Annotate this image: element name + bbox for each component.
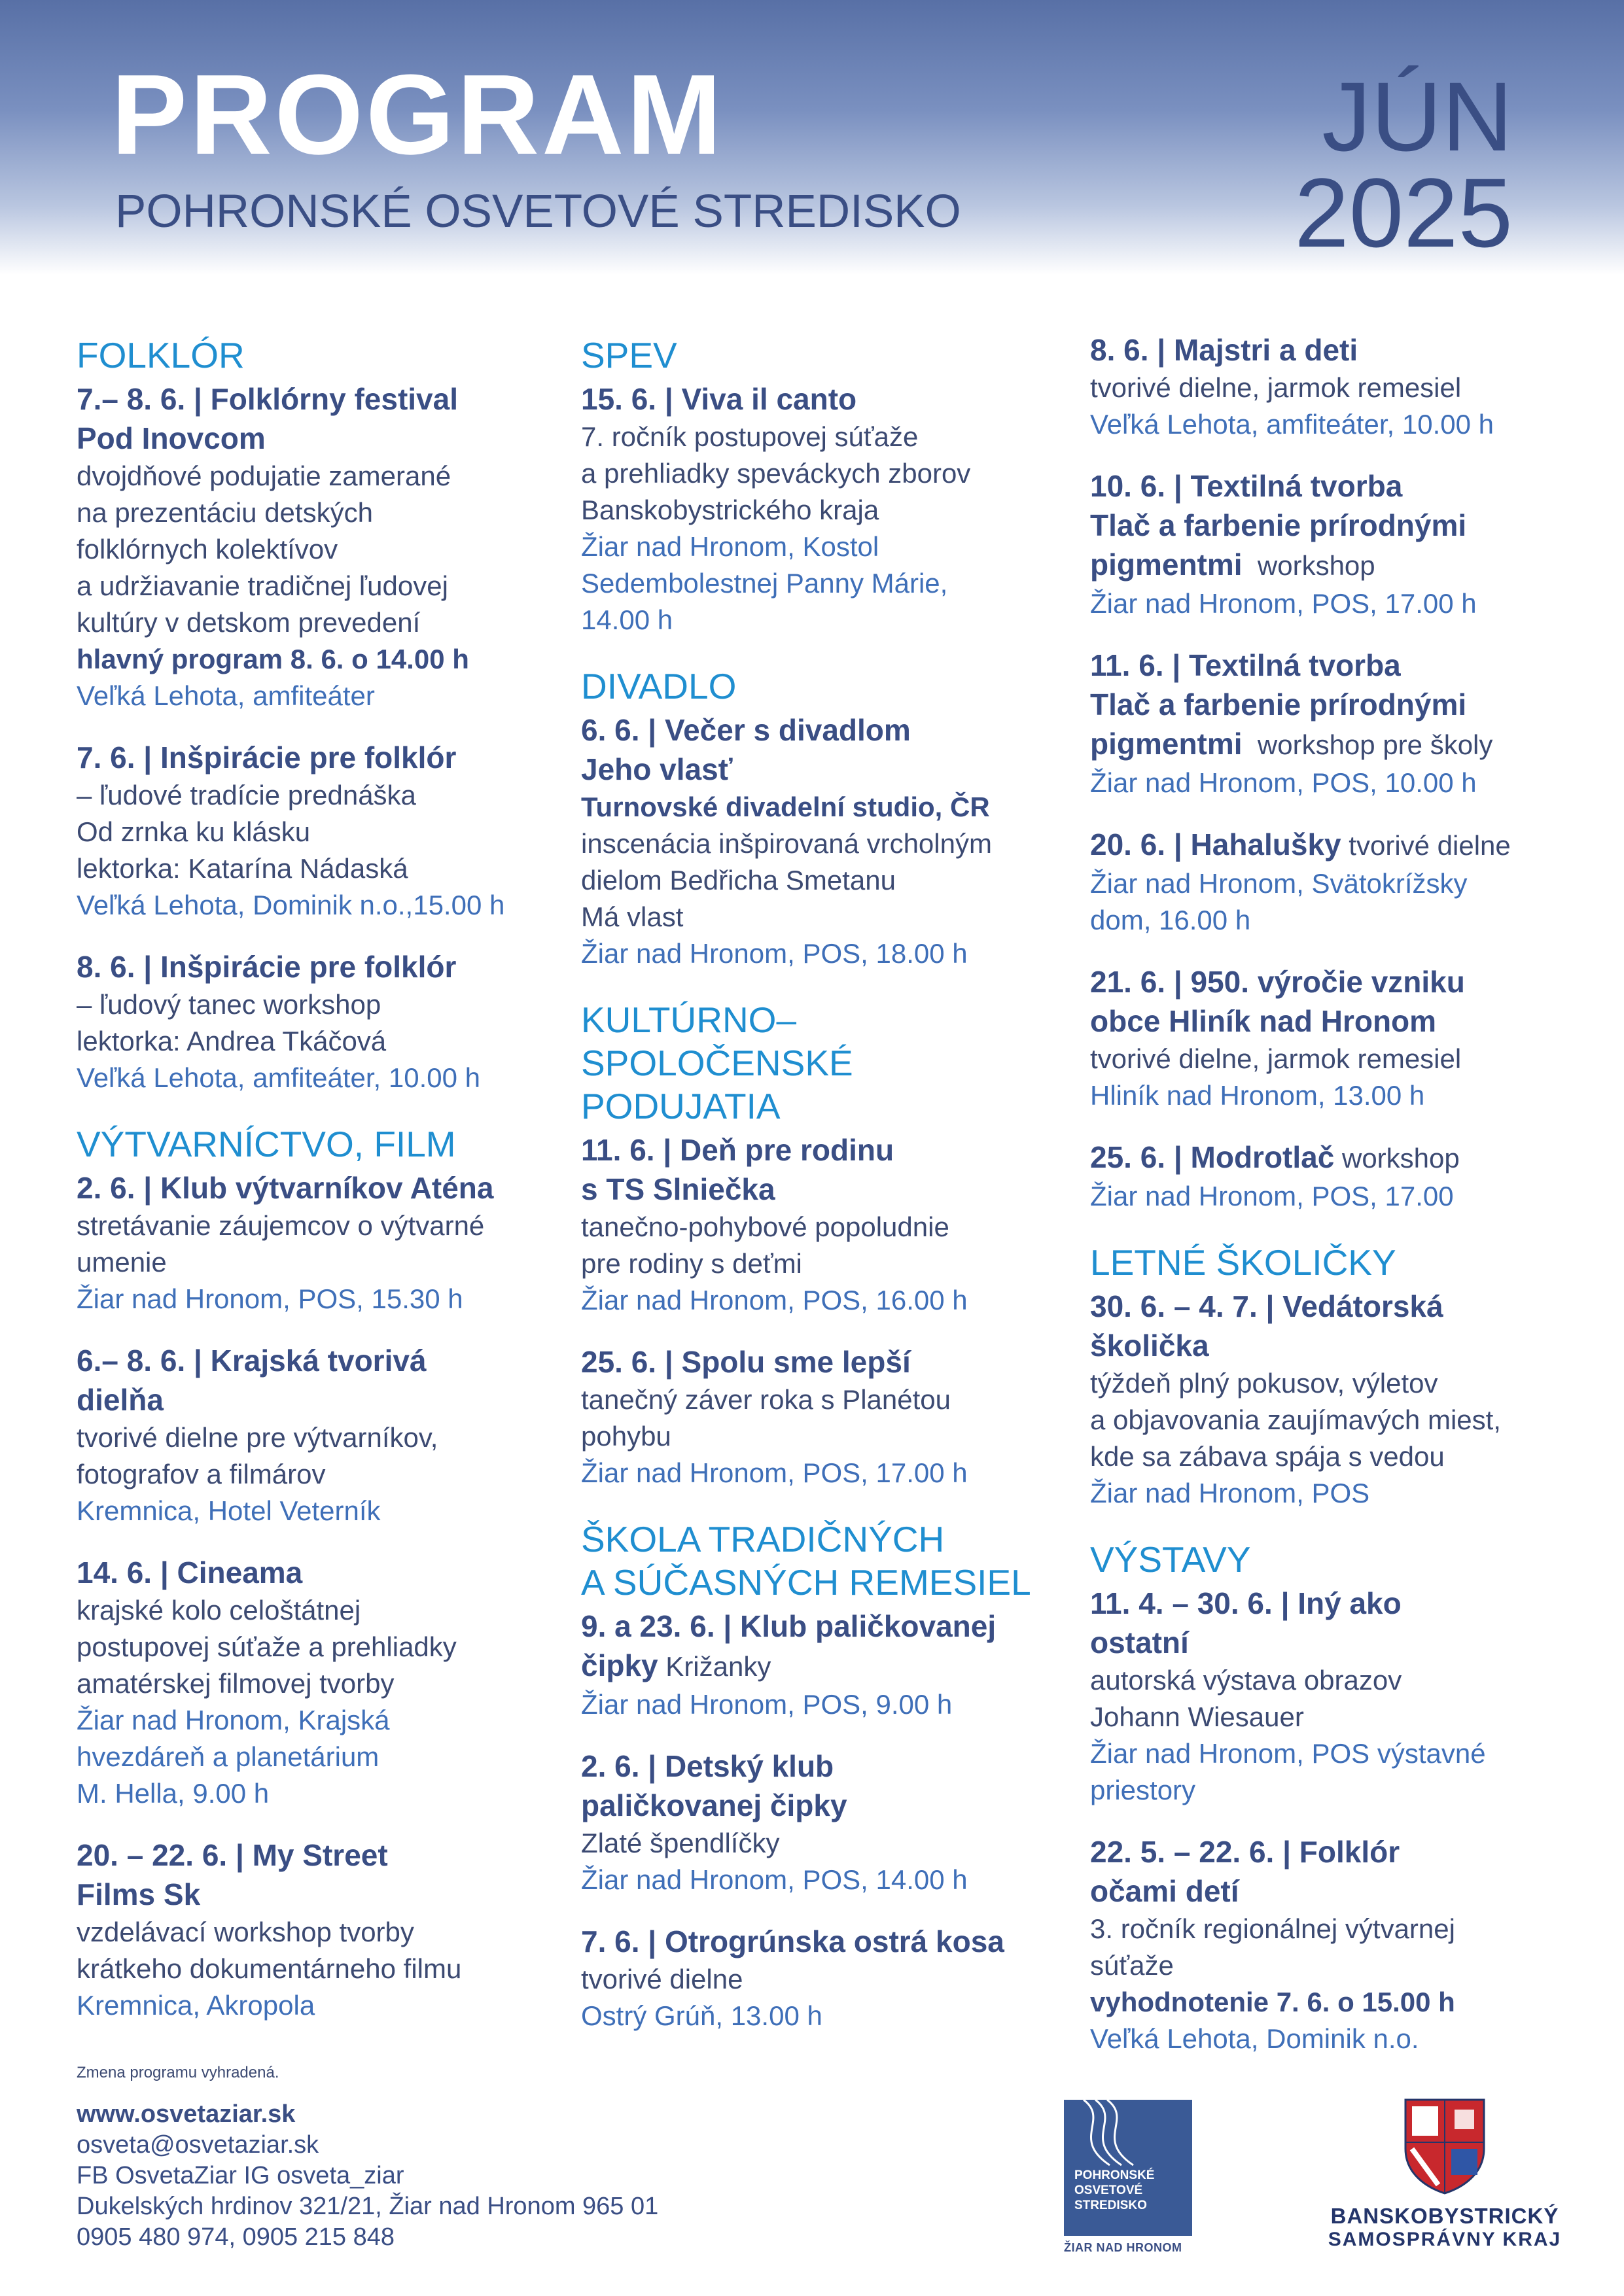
event-description: Zlaté špendlíčky [581, 1828, 780, 1858]
coat-of-arms-icon [1402, 2096, 1487, 2195]
event-title: dielňa [77, 1383, 164, 1417]
section-heading-line: KULTÚRNO–SPOLOČENSKÉ [581, 1000, 853, 1083]
event-title-line [1090, 545, 1561, 585]
event-item [581, 1747, 1052, 1898]
section-heading-kulturno [581, 998, 1052, 1128]
event-item [581, 1607, 1052, 1723]
event-place: Žiar nad Hronom, POS, 16.00 h [581, 1285, 968, 1315]
event-title: paličkovanej čipky [581, 1788, 847, 1822]
event-description: 3. ročník regionálnej výtvarnej [1090, 1913, 1455, 1944]
event-place: Žiar nad Hronom, POS, 17.00 [1090, 1181, 1454, 1211]
disclaimer-note: Zmena programu vyhradená. [77, 2064, 279, 2081]
event-item [581, 1922, 1052, 2034]
section-heading-line: A SÚČASNÝCH REMESIEL [581, 1562, 1031, 1603]
event-place: 14.00 h [581, 604, 673, 635]
event-title: ostatní [1090, 1626, 1189, 1660]
event-title: s TS Slniečka [581, 1172, 775, 1206]
event-place: Sedembolestnej Panny Márie, [581, 568, 948, 599]
event-title: 8. 6. | Inšpirácie pre folklór [77, 950, 457, 984]
event-place: Ostrý Grúň, 13.00 h [581, 2000, 822, 2031]
event-title: Tlač a farbenie prírodnými [1090, 687, 1467, 722]
column-middle [581, 334, 1052, 2058]
event-highlight: vyhodnotenie 7. 6. o 15.00 h [1090, 1987, 1455, 2017]
event-item [1090, 962, 1561, 1114]
event-place: Veľká Lehota, Dominik n.o. [1090, 2023, 1419, 2054]
event-item [1090, 1287, 1561, 1512]
event-description: tvorivé dielne, jarmok remesiel [1090, 372, 1462, 403]
event-item [1090, 825, 1561, 939]
event-item [1090, 646, 1561, 801]
event-title: 2. 6. | Detský klub [581, 1749, 834, 1783]
event-place: Kremnica, Akropola [77, 1990, 315, 2021]
event-item [1090, 1138, 1561, 1215]
event-title: 11. 6. | Textilná tvorba [1090, 648, 1401, 682]
event-title-part: pigmentmi [1090, 548, 1243, 582]
page-title: PROGRAM [111, 50, 724, 178]
pos-logo-line: STREDISKO [1074, 2199, 1147, 2212]
pos-logo-line: OSVETOVÉ [1074, 2183, 1143, 2197]
event-title-inline-desc: workshop [1334, 1143, 1460, 1174]
event-item [77, 1168, 535, 1317]
event-title: 7. 6. | Inšpirácie pre folklór [77, 740, 457, 774]
event-title-inline-desc: Križanky [658, 1651, 771, 1682]
event-description: autorská výstava obrazov [1090, 1665, 1402, 1696]
event-place: Veľká Lehota, Dominik n.o.,15.00 h [77, 890, 505, 920]
event-description: tanečno-pohybové popoludnie [581, 1211, 949, 1242]
section-heading-line: PODUJATIA [581, 1086, 781, 1126]
event-item [581, 710, 1052, 972]
event-description: dvojdňové podujatie zamerané [77, 461, 451, 491]
event-item [1090, 1832, 1561, 2057]
event-place: Žiar nad Hronom, Svätokrížsky [1090, 868, 1468, 899]
event-description: inscenácia inšpirovaná vrcholným [581, 828, 992, 859]
event-item [1090, 466, 1561, 622]
pos-logo [1064, 2100, 1195, 2257]
event-title: 9. a 23. 6. | Klub paličkovanej [581, 1609, 997, 1643]
event-title-line [1090, 724, 1561, 765]
event-description: a objavovania zaujímavých miest, [1090, 1404, 1501, 1435]
event-description: tvorivé dielne, jarmok remesiel [1090, 1043, 1462, 1074]
event-item [77, 1835, 535, 2024]
event-description: tvorivé dielne [581, 1964, 743, 1994]
event-description: kultúry v detskom prevedení [77, 607, 421, 638]
event-description: pohybu [581, 1421, 671, 1452]
event-place: Žiar nad Hronom, POS, 10.00 h [1090, 767, 1477, 798]
event-place: Žiar nad Hronom, POS, 9.00 h [581, 1689, 953, 1720]
event-title-part: 20. 6. | Hahalušky [1090, 827, 1341, 861]
social-handles: FB OsvetaZiar IG osveta_ziar [77, 2162, 404, 2189]
event-title: Pod Inovcom [77, 421, 266, 455]
event-description: tanečný záver roka s Planétou [581, 1384, 951, 1415]
event-item [77, 379, 535, 714]
event-title-inline-desc: workshop pre školy [1242, 729, 1493, 760]
phone-numbers: 0905 480 974, 0905 215 848 [77, 2223, 395, 2251]
column-left [77, 334, 535, 2047]
event-place: Hliník nad Hronom, 13.00 h [1090, 1080, 1425, 1111]
event-highlight: Turnovské divadelní studio, ČR [581, 791, 990, 822]
event-place: M. Hella, 9.00 h [77, 1778, 270, 1809]
header-banner [0, 0, 1624, 275]
section-heading-divadlo: DIVADLO [581, 666, 737, 706]
event-title: 2. 6. | Klub výtvarníkov Aténa [77, 1171, 494, 1205]
event-title: 21. 6. | 950. výročie vzniku [1090, 965, 1465, 999]
event-title: Films Sk [77, 1877, 201, 1911]
event-description: umenie [77, 1247, 167, 1278]
event-place: Žiar nad Hronom, POS, 18.00 h [581, 938, 968, 969]
section-heading-vystavy: VÝSTAVY [1090, 1539, 1251, 1580]
event-description: tvorivé dielne pre výtvarníkov, [77, 1422, 438, 1453]
event-place: Veľká Lehota, amfiteáter, 10.00 h [1090, 409, 1494, 440]
event-item [581, 379, 1052, 638]
event-place: hvezdáreň a planetárium [77, 1741, 380, 1772]
event-title: 7. 6. | Otrogrúnska ostrá kosa [581, 1924, 1004, 1958]
event-description: postupovej súťaže a prehliadky [77, 1631, 457, 1662]
pos-logo-text [1074, 2168, 1154, 2213]
event-description: lektorka: Andrea Tkáčová [77, 1026, 387, 1056]
event-title: Jeho vlasť [581, 752, 733, 786]
event-place: Veľká Lehota, amfiteáter, 10.00 h [77, 1062, 481, 1093]
event-description: Johann Wiesauer [1090, 1701, 1304, 1732]
event-item [1090, 330, 1561, 443]
website-link[interactable]: www.osvetaziar.sk [77, 2100, 296, 2128]
event-title-part: 25. 6. | Modrotlač [1090, 1140, 1335, 1174]
event-title: 14. 6. | Cineama [77, 1556, 303, 1590]
event-description: a prehliadky speváckych zborov [581, 458, 971, 489]
event-place: Žiar nad Hronom, Krajská [77, 1705, 390, 1735]
event-description: – ľudový tanec workshop [77, 989, 381, 1020]
event-description: dielom Bedřicha Smetanu [581, 865, 896, 896]
event-title: 11. 4. – 30. 6. | Iný ako [1090, 1586, 1402, 1620]
organization-name: POHRONSKÉ OSVETOVÉ STREDISKO [115, 186, 961, 237]
event-place: Žiar nad Hronom, Kostol [581, 531, 879, 562]
event-item [77, 1553, 535, 1812]
event-title-part: pigmentmi [1090, 727, 1243, 761]
bbsk-name-line1: BANSKOBYSTRICKÝ [1330, 2204, 1559, 2228]
event-title-line [1090, 1138, 1561, 1178]
event-place: Žiar nad Hronom, POS výstavné [1090, 1738, 1486, 1769]
event-highlight: hlavný program 8. 6. o 14.00 h [77, 644, 469, 674]
event-title-line [581, 1646, 1052, 1686]
event-item [1090, 1584, 1561, 1809]
section-heading-line: ŠKOLA TRADIČNÝCH [581, 1519, 945, 1559]
event-title: Tlač a farbenie prírodnými [1090, 508, 1467, 542]
event-title: 8. 6. | Majstri a deti [1090, 333, 1358, 367]
event-item [77, 947, 535, 1096]
event-description: stretávanie záujemcov o výtvarné [77, 1210, 485, 1241]
event-place: Žiar nad Hronom, POS [1090, 1478, 1370, 1508]
event-description: krajské kolo celoštátnej [77, 1595, 361, 1626]
event-description: amatérskej filmovej tvorby [77, 1668, 395, 1699]
section-heading-spev: SPEV [581, 335, 677, 375]
event-title-part: čipky [581, 1648, 658, 1682]
event-title: školička [1090, 1329, 1209, 1363]
section-heading-letne-skolicky: LETNÉ ŠKOLIČKY [1090, 1242, 1396, 1283]
event-title: 6.– 8. 6. | Krajská tvorivá [77, 1344, 427, 1378]
event-description: – ľudové tradície prednáška [77, 780, 416, 810]
event-place: Kremnica, Hotel Veterník [77, 1495, 381, 1526]
email-link[interactable]: osveta@osvetaziar.sk [77, 2131, 319, 2159]
event-item [581, 1130, 1052, 1319]
event-place: Veľká Lehota, amfiteáter [77, 680, 375, 711]
event-place: Žiar nad Hronom, POS, 17.00 h [1090, 588, 1477, 619]
event-description: Má vlast [581, 901, 684, 932]
postal-address: Dukelských hrdinov 321/21, Žiar nad Hronom 965 01 [77, 2193, 659, 2220]
pos-logo-mark [1064, 2100, 1192, 2236]
event-title: 20. – 22. 6. | My Street [77, 1838, 388, 1872]
event-description: súťaže [1090, 1950, 1174, 1981]
event-place: dom, 16.00 h [1090, 905, 1251, 935]
event-description: krátkeho dokumentárneho filmu [77, 1953, 462, 1984]
event-title: 10. 6. | Textilná tvorba [1090, 469, 1403, 503]
event-description: Banskobystrického kraja [581, 495, 879, 525]
event-title-inline-desc: tvorivé dielne [1341, 830, 1511, 861]
event-title-inline-desc: workshop [1242, 550, 1375, 581]
event-title: 7.– 8. 6. | Folklórny festival [77, 382, 458, 416]
event-place: Žiar nad Hronom, POS, 17.00 h [581, 1457, 968, 1488]
footer-contact [77, 2064, 862, 2253]
event-description: lektorka: Katarína Nádaská [77, 853, 408, 884]
program-date [1294, 61, 1513, 268]
event-description: fotografov a filmárov [77, 1459, 326, 1489]
event-place: priestory [1090, 1775, 1196, 1805]
event-description: pre rodiny s deťmi [581, 1248, 802, 1279]
event-description: kde sa zábava spája s vedou [1090, 1441, 1445, 1472]
event-title: očami detí [1090, 1874, 1239, 1908]
section-heading-vytvarnictvo: VÝTVARNÍCTVO, FILM [77, 1124, 456, 1164]
year-label: 2025 [1294, 158, 1513, 268]
event-description: na prezentáciu detských [77, 497, 373, 528]
month-label: JÚN [1322, 61, 1513, 171]
section-heading-folklor: FOLKLÓR [77, 335, 245, 375]
event-title: 6. 6. | Večer s divadlom [581, 713, 911, 747]
bbsk-logo [1320, 2096, 1569, 2251]
event-description: Od zrnka ku klásku [77, 816, 311, 847]
column-right [1090, 330, 1561, 2081]
event-place: Žiar nad Hronom, POS, 15.30 h [77, 1283, 463, 1314]
event-item [77, 738, 535, 924]
event-description: vzdelávací workshop tvorby [77, 1917, 414, 1947]
pos-logo-caption: ŽIAR NAD HRONOM [1064, 2241, 1182, 2254]
event-title: 30. 6. – 4. 7. | Vedátorská [1090, 1289, 1443, 1323]
event-place: Žiar nad Hronom, POS, 14.00 h [581, 1864, 968, 1895]
event-description: folklórnych kolektívov [77, 534, 338, 565]
event-description: 7. ročník postupovej súťaže [581, 421, 919, 452]
event-title: 11. 6. | Deň pre rodinu [581, 1133, 894, 1167]
bbsk-name-line2: SAMOSPRÁVNY KRAJ [1328, 2229, 1562, 2250]
event-description: týždeň plný pokusov, výletov [1090, 1368, 1438, 1399]
event-item [77, 1341, 535, 1529]
event-item [581, 1342, 1052, 1491]
event-title-line [1090, 825, 1561, 865]
event-title: 15. 6. | Viva il canto [581, 382, 857, 416]
event-title: obce Hliník nad Hronom [1090, 1004, 1437, 1038]
pos-logo-line: POHRONSKÉ [1074, 2168, 1155, 2182]
event-description: a udržiavanie tradičnej ľudovej [77, 570, 448, 601]
event-title: 25. 6. | Spolu sme lepší [581, 1345, 911, 1379]
section-heading-skola [581, 1518, 1052, 1604]
event-title: 22. 5. – 22. 6. | Folklór [1090, 1835, 1400, 1869]
